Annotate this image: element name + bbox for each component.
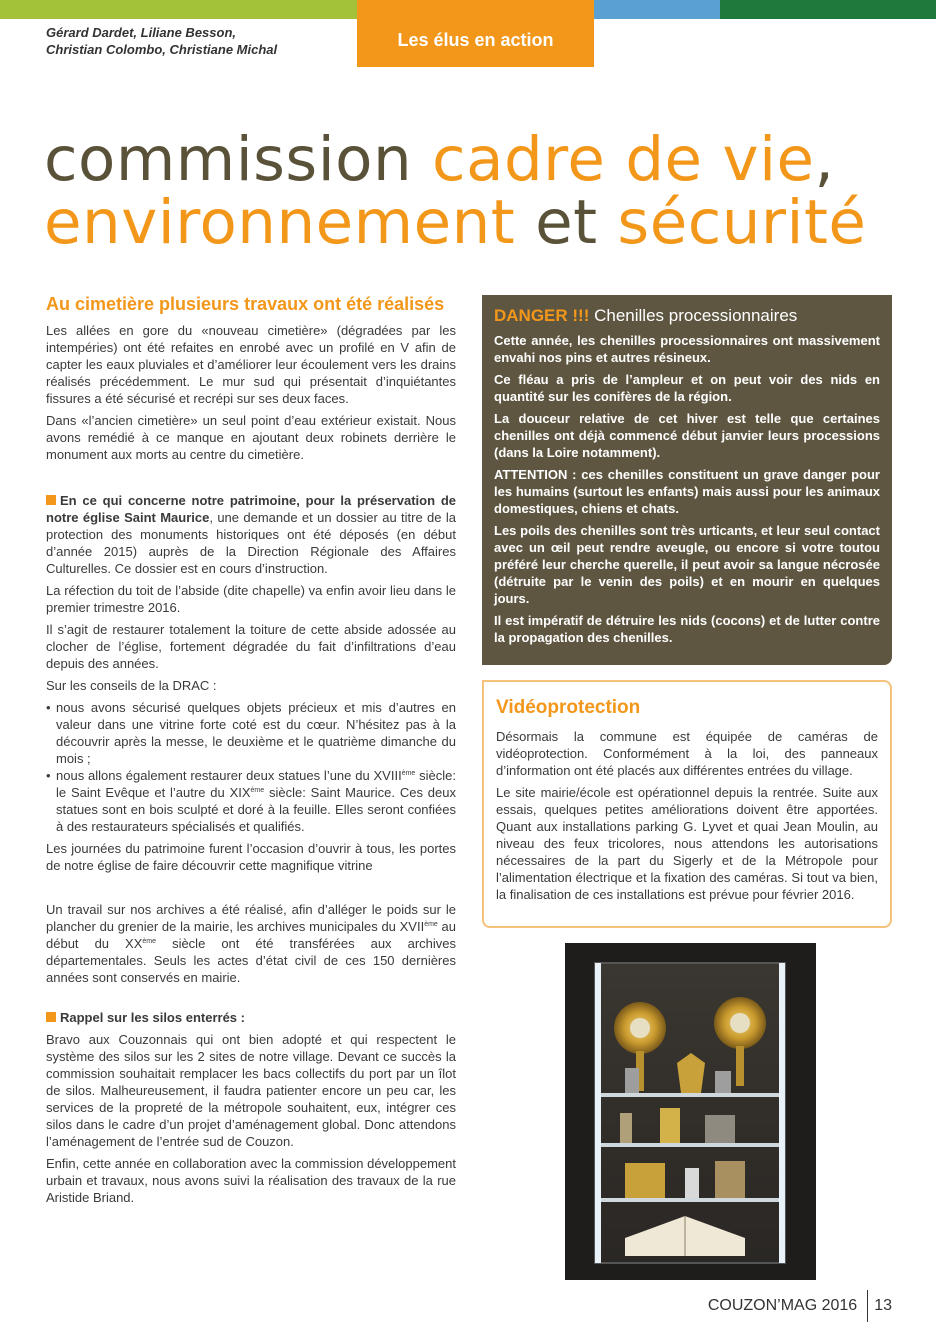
top-bar-green	[0, 0, 357, 19]
patrimoine-paragraph-5: Les journées du patrimoine furent l’occasion d’ouvrir à tous, les portes de notre église de faire découvrir cette magnifique vitrine	[46, 841, 456, 873]
danger-paragraph-6: Il est impératif de détruire les nids (cocons) et de lutter contre la propagation des chenilles.	[494, 613, 880, 645]
archives-a: Un travail sur nos archives a été réalisé, afin d’alléger le poids sur le plancher du grenier de la mairie, les archives municipales du XVII	[46, 902, 456, 934]
title-word-cadre: cadre de vie	[432, 124, 815, 195]
section-tab	[357, 0, 594, 67]
danger-paragraph-4: ATTENTION : ces chenilles constituent un grave danger pour les humains (surtout les enfants) mais aussi pour les animaux domestiques, chiens et chats.	[494, 467, 880, 516]
archives-b: au début du XX	[46, 919, 456, 951]
section-label: Les élus en action	[397, 30, 554, 50]
patrimoine-paragraph-4: Sur les conseils de la DRAC :	[46, 678, 217, 693]
list-item	[46, 767, 456, 835]
cemetery-heading: Au cimetière plusieurs travaux ont été réalisés	[46, 294, 445, 314]
bullet2-sup1: ème	[401, 770, 416, 777]
orange-square-icon	[46, 1012, 56, 1022]
danger-heading	[494, 307, 880, 324]
orange-square-icon	[46, 495, 56, 505]
publication-name: COUZON’MAG 2016	[708, 1290, 868, 1322]
danger-box	[482, 295, 892, 665]
page-title	[44, 124, 924, 258]
bullet2-a: nous allons également restaurer deux statues l’une du XVIII	[56, 768, 402, 783]
authors-line-2: Christian Colombo, Christiane Michal	[46, 42, 278, 57]
title-word-securite: sécurité	[617, 187, 867, 258]
patrimoine-paragraph-1	[46, 492, 456, 577]
footer	[708, 1290, 892, 1322]
list-item: • nous avons sécurisé quelques objets précieux et mis d’autres en valeur dans une vitrine forte coté est du cœur. N’hésitez pas à la découvrir après la messe, le deuxième et le quatrième dimanche du mois ;	[46, 699, 456, 767]
title-word-commission: commission	[44, 124, 433, 195]
bullet2-b: siècle: le Saint Evêque et l’autre du XIX	[56, 768, 456, 800]
bullet2-c: siècle: Saint Maurice. Ces deux statues sont en bois sculpté et doré à la feuille. Elles seront confiées à des restaurateurs spécialisés et qualifiés.	[56, 785, 456, 834]
archives-sup1: ème	[424, 921, 438, 928]
danger-paragraph-3: La douceur relative de cet hiver est telle que certaines chenilles ont déjà commencé début janvier leurs processions (dans la Loire notamment).	[494, 411, 880, 460]
drac-list	[46, 699, 456, 835]
video-box	[482, 680, 892, 928]
bullet2-sup2: ème	[250, 787, 265, 794]
authors	[46, 24, 277, 58]
top-bar-blue	[594, 0, 720, 19]
archives-paragraph	[46, 901, 456, 986]
silos-heading-row	[46, 1009, 456, 1026]
left-column	[46, 292, 456, 1211]
title-comma: ,	[814, 124, 835, 195]
patrimoine-lead: En ce qui concerne notre patrimoine, pour la préservation de notre église Saint Maurice	[46, 493, 456, 525]
danger-label: DANGER !!!	[494, 306, 590, 325]
danger-paragraph-5: Les poils des chenilles sont très urticants, et leur seul contact avec un œil peut rendre aveugle, ou encore si votre toutou préféré leur cherche querelle, il peut avoir sa langue nécrosée (détruite par le venin des poils) et en mourir en quelques jours.	[494, 523, 880, 606]
archives-sup2: ème	[142, 938, 157, 945]
archives-c: siècle ont été transférées aux archives départementales. Seuls les actes d’état civil de ces 150 dernières années sont conservés en mairie.	[46, 936, 457, 985]
display-case-photo	[565, 943, 816, 1280]
page-number: 13	[874, 1297, 892, 1314]
video-paragraph-2: Le site mairie/école est opérationnel depuis la rentrée. Suite aux essais, quelques petites améliorations doivent être apportées. Quant aux installations parking G. Lyvet et quai Jean Moulin, au niveau des feux tricolores, nous attendons les autorisations nécessaires de la part du Sigerly et de la Métropole pour l’alimentation électrique et la fixation des caméras. Si tout va bien, la finalisation de ces installations est prévue pour février 2016.	[496, 785, 878, 902]
silos-heading: Rappel sur les silos enterrés :	[60, 1010, 245, 1025]
danger-paragraph-2: Ce fléau a pris de l’ampleur et on peut voir des nids en quantité sur les conifères de la région.	[494, 372, 880, 404]
display-case-illustration	[565, 943, 816, 1280]
danger-paragraph-1: Cette année, les chenilles processionnaires ont massivement envahi nos pins et autres résineux.	[494, 333, 880, 365]
patrimoine-paragraph-3: Il s’agit de restaurer totalement la toiture de cette abside adossée au clocher de l’église, fortement dégradée du fait d’infiltrations d’eau depuis des années.	[46, 622, 456, 671]
authors-line-1: Gérard Dardet, Liliane Besson,	[46, 25, 237, 40]
silos-paragraph-1: Bravo aux Couzonnais qui ont bien adopté et qui respectent le système des silos sur les 2 sites de notre village. Devant ce succès la commission souhaitait remplacer les bacs collectifs du port par un îlot de silos. Malheureusement, il faudra patienter encore un peu car, les services de la propreté de la métropole souhaitent, eux, intégrer ces silos dans le cadre d’un projet d’aménagement global. Donc attendons l’aménagement de l’entrée sud de Couzon.	[46, 1032, 456, 1149]
top-bar-darkgreen	[720, 0, 936, 19]
title-word-et: et	[515, 187, 618, 258]
patrimoine-paragraph-2: La réfection du toit de l’abside (dite chapelle) va enfin avoir lieu dans le premier trimestre 2016.	[46, 583, 456, 615]
danger-title: Chenilles processionnaires	[589, 306, 798, 325]
video-paragraph-1: Désormais la commune est équipée de caméras de vidéoprotection. Conformément à la loi, des panneaux d’information ont été placés aux différentes entrées du village.	[496, 729, 878, 778]
silos-paragraph-2: Enfin, cette année en collaboration avec la commission développement urbain et travaux, nous avons suivi la réalisation des travaux de la rue Aristide Briand.	[46, 1156, 456, 1205]
title-word-environnement: environnement	[44, 187, 516, 258]
cemetery-paragraph-1: Les allées en gore du «nouveau cimetière» (dégradées par les intempéries) ont été refaites en enrobé avec un profilé en V afin de capter les eaux pluviales et d’améliorer leur écoulement vers les drains réalisés précédemment. Le mur sud qui présentait d’inquiétantes fissures a été sécurisé et recrépi sur ses deux faces.	[46, 323, 456, 406]
cemetery-paragraph-2: Dans «l’ancien cimetière» un seul point d’eau extérieur existait. Nous avons remédié à ce manque en ajoutant deux robinets derrière le monument aux morts au centre du cimetière.	[46, 413, 456, 462]
video-heading: Vidéoprotection	[496, 697, 641, 718]
patrimoine-p1-rest: , une demande et un dossier au titre de la protection des monuments historiques ont été déposés (en début d’année 2015) auprès de la Direction Régionale des Affaires Culturelles. Ce dossier est en cours d’instruction.	[46, 510, 456, 576]
